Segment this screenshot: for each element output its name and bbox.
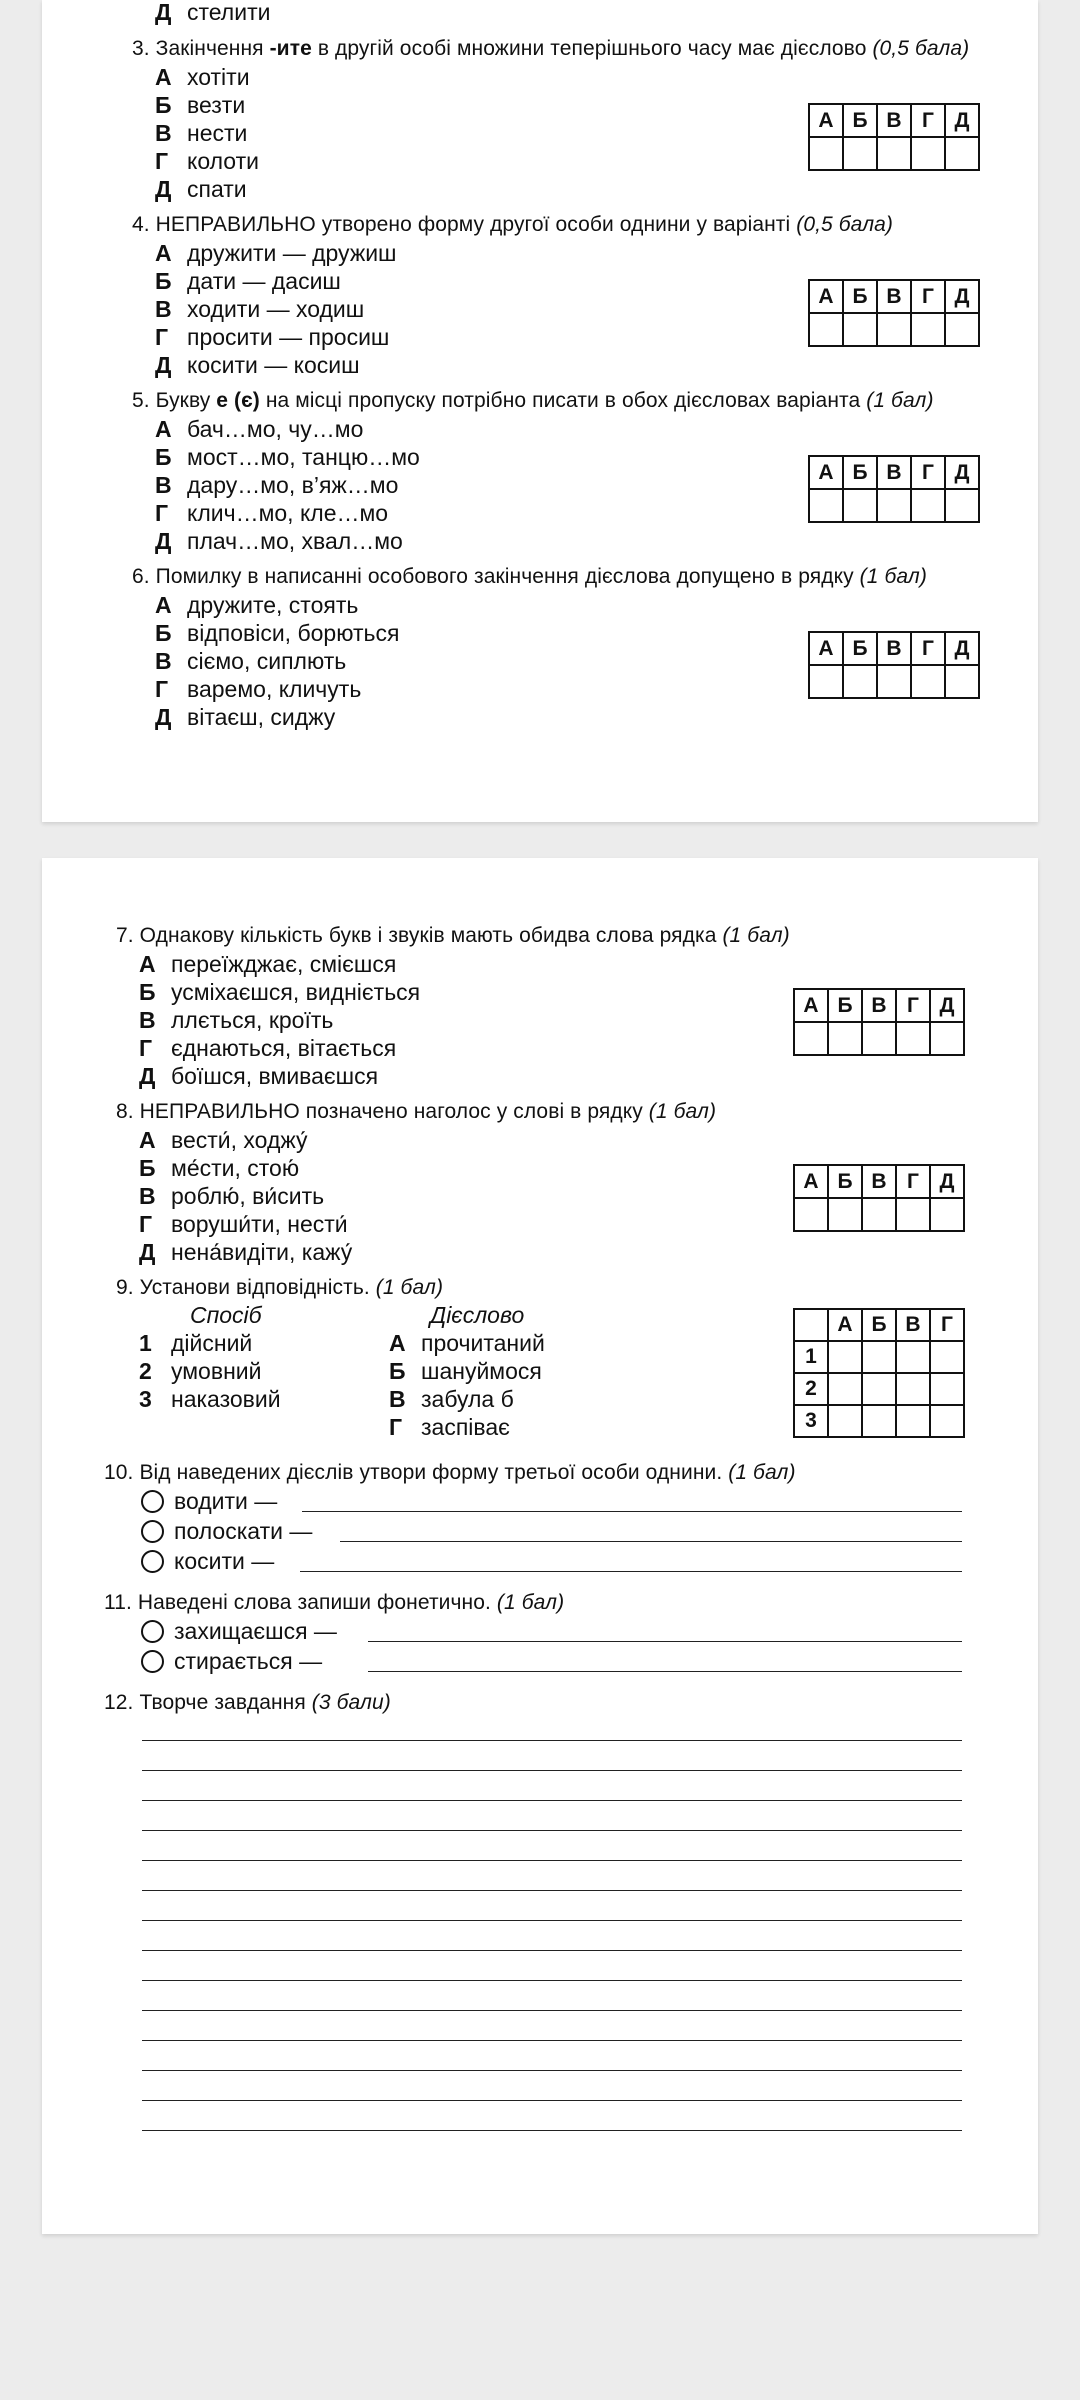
q8-option-e: Д нена́видіти, кажу́ — [139, 1239, 353, 1265]
q7-option-a: А переїжджає, смієшся — [139, 951, 397, 977]
answer-cell[interactable] — [862, 1198, 896, 1231]
answer-cell[interactable] — [911, 137, 945, 170]
q3-answer-grid: А Б В Г Д — [808, 103, 980, 171]
answer-cell[interactable] — [930, 1198, 964, 1231]
writing-line[interactable] — [142, 2040, 962, 2041]
answer-cell[interactable] — [828, 1373, 862, 1405]
circle-icon — [141, 1550, 164, 1573]
answer-cell[interactable] — [945, 137, 979, 170]
writing-line[interactable] — [142, 2070, 962, 2071]
writing-line[interactable] — [142, 1830, 962, 1831]
q4-option-b: Б дати — дасиш — [155, 268, 341, 294]
writing-line[interactable] — [142, 1860, 962, 1861]
q10-item-1: водити — — [141, 1488, 277, 1515]
answer-cell[interactable] — [911, 313, 945, 346]
question-4-heading: 4. НЕПРАВИЛЬНО утворено форму другої особи однини у варіанті (0,5 бала) — [132, 213, 894, 236]
q7-option-e: Д боїшся, вмиваєшся — [139, 1063, 379, 1089]
q8-answer-grid: А Б В Г Д — [793, 1164, 965, 1232]
answer-cell[interactable] — [828, 1341, 862, 1373]
q5-option-b: Б мост…мо, танцю…мо — [155, 444, 420, 470]
q10-item-3: косити — — [141, 1548, 274, 1575]
q7-option-c: В ллється, кроїть — [139, 1007, 334, 1033]
answer-cell[interactable] — [896, 1022, 930, 1055]
q9-column-title-verb: Дієслово — [430, 1302, 525, 1328]
circle-icon — [141, 1620, 164, 1643]
q5-answer-grid: А Б В Г Д — [808, 455, 980, 523]
answer-cell[interactable] — [794, 1022, 828, 1055]
answer-cell[interactable] — [896, 1198, 930, 1231]
q8-option-a: А вести́, ходжу́ — [139, 1127, 308, 1153]
q8-option-d: Г воруши́ти, нести́ — [139, 1211, 348, 1237]
writing-line[interactable] — [142, 1770, 962, 1771]
q9-left-item-2: 2 умовний — [139, 1358, 262, 1384]
question-6-heading: 6. Помилку в написанні особового закінчення дієслова допущено в рядку (1 бал) — [132, 565, 927, 588]
q4-option-a: А дружити — дружиш — [155, 240, 397, 266]
answer-cell[interactable] — [828, 1405, 862, 1437]
q5-option-d: Г клич…мо, кле…мо — [155, 500, 389, 526]
q6-option-b: Б відповіси, борються — [155, 620, 400, 646]
question-9-heading: 9. Установи відповідність. (1 бал) — [116, 1276, 444, 1299]
answer-cell[interactable] — [877, 665, 911, 698]
q8-option-c: В роблю́, ви́сить — [139, 1183, 325, 1209]
answer-cell[interactable] — [794, 1198, 828, 1231]
q11-answer-line-1[interactable] — [368, 1641, 962, 1642]
question-11-heading: 11. Наведені слова запиши фонетично. (1 бал) — [104, 1591, 565, 1614]
writing-line[interactable] — [142, 1740, 962, 1741]
q10-item-2: полоскати — — [141, 1518, 312, 1545]
answer-cell[interactable] — [911, 489, 945, 522]
q11-answer-line-2[interactable] — [368, 1671, 962, 1672]
answer-cell[interactable] — [828, 1198, 862, 1231]
answer-cell[interactable] — [809, 665, 843, 698]
answer-cell[interactable] — [843, 489, 877, 522]
answer-cell[interactable] — [945, 489, 979, 522]
q5-option-a: А бач…мо, чу…мо — [155, 416, 364, 442]
q7-option-b: Б усміхаєшся, видніється — [139, 979, 421, 1005]
q3-option-a: А хотіти — [155, 64, 250, 90]
q9-right-item-c: В забула б — [389, 1386, 514, 1412]
q3-option-d: Г колоти — [155, 148, 259, 174]
worksheet-page-1 — [42, 0, 1038, 822]
q6-option-a: А дружите, стоять — [155, 592, 359, 618]
q4-option-d: Г просити — просиш — [155, 324, 390, 350]
q7-answer-grid: А Б В Г Д — [793, 988, 965, 1056]
answer-cell[interactable] — [843, 665, 877, 698]
answer-cell[interactable] — [877, 137, 911, 170]
q9-right-item-d: Г заспіває — [389, 1414, 510, 1440]
writing-line[interactable] — [142, 2010, 962, 2011]
circle-icon — [141, 1520, 164, 1543]
question-7-heading: 7. Однакову кількість букв і звуків мають обидва слова рядка (1 бал) — [116, 924, 790, 947]
q10-answer-line-3[interactable] — [300, 1571, 962, 1572]
q6-option-d: Г варемо, кличуть — [155, 676, 362, 702]
q9-matching-grid: А Б В Г 1 2 3 — [793, 1308, 965, 1438]
writing-line[interactable] — [142, 1980, 962, 1981]
option-d-top: Д стелити — [155, 0, 271, 25]
answer-cell[interactable] — [877, 489, 911, 522]
answer-cell[interactable] — [843, 313, 877, 346]
writing-line[interactable] — [142, 1890, 962, 1891]
q6-answer-grid: А Б В Г Д — [808, 631, 980, 699]
answer-cell[interactable] — [930, 1341, 964, 1373]
q9-left-item-1: 1 дійсний — [139, 1330, 253, 1356]
q6-option-e: Д вітаєш, сиджу — [155, 704, 336, 730]
q10-answer-line-2[interactable] — [340, 1541, 962, 1542]
q9-column-title-mood: Спосіб — [190, 1302, 262, 1328]
q3-option-e: Д спати — [155, 176, 247, 202]
answer-cell[interactable] — [896, 1373, 930, 1405]
writing-line[interactable] — [142, 1920, 962, 1921]
answer-cell[interactable] — [862, 1405, 896, 1437]
answer-cell[interactable] — [896, 1405, 930, 1437]
q11-item-1: захищаєшся — — [141, 1618, 337, 1645]
writing-line[interactable] — [142, 2130, 962, 2131]
writing-line[interactable] — [142, 1800, 962, 1801]
worksheet-page-2 — [42, 858, 1038, 2234]
q10-answer-line-1[interactable] — [302, 1511, 962, 1512]
q4-option-c: В ходити — ходиш — [155, 296, 365, 322]
answer-cell[interactable] — [843, 137, 877, 170]
q5-option-c: В дару…мо, в’яж…мо — [155, 472, 399, 498]
circle-icon — [141, 1650, 164, 1673]
q7-option-d: Г єднаються, вітається — [139, 1035, 397, 1061]
answer-cell[interactable] — [930, 1405, 964, 1437]
answer-cell[interactable] — [862, 1373, 896, 1405]
writing-line[interactable] — [142, 1950, 962, 1951]
q9-right-item-a: А прочитаний — [389, 1330, 545, 1356]
answer-cell[interactable] — [911, 665, 945, 698]
answer-cell[interactable] — [877, 313, 911, 346]
question-8-heading: 8. НЕПРАВИЛЬНО позначено наголос у слові в рядку (1 бал) — [116, 1100, 717, 1123]
answer-cell[interactable] — [809, 313, 843, 346]
q9-right-item-b: Б шануймося — [389, 1358, 542, 1384]
question-10-heading: 10. Від наведених дієслів утвори форму третьої особи однини. (1 бал) — [104, 1461, 796, 1484]
writing-line[interactable] — [142, 2100, 962, 2101]
q8-option-b: Б ме́сти, стою́ — [139, 1155, 300, 1181]
q3-option-c: В нести — [155, 120, 248, 146]
answer-cell[interactable] — [930, 1022, 964, 1055]
q3-option-b: Б везти — [155, 92, 246, 118]
answer-cell[interactable] — [945, 313, 979, 346]
answer-cell[interactable] — [809, 489, 843, 522]
question-3-heading: 3. Закінчення -ите в другій особі множини теперішнього часу має дієслово (0,5 бала) — [132, 37, 970, 60]
answer-cell[interactable] — [862, 1341, 896, 1373]
q4-option-e: Д косити — косиш — [155, 352, 360, 378]
q9-left-item-3: 3 наказовий — [139, 1386, 281, 1412]
answer-cell[interactable] — [862, 1022, 896, 1055]
q5-option-e: Д плач…мо, хвал…мо — [155, 528, 403, 554]
answer-cell[interactable] — [828, 1022, 862, 1055]
circle-icon — [141, 1490, 164, 1513]
answer-cell[interactable] — [809, 137, 843, 170]
answer-cell[interactable] — [930, 1373, 964, 1405]
answer-cell[interactable] — [896, 1341, 930, 1373]
q11-item-2: стирається — — [141, 1648, 322, 1675]
q4-answer-grid: А Б В Г Д — [808, 279, 980, 347]
question-12-heading: 12. Творче завдання (3 бали) — [104, 1691, 391, 1714]
question-5-heading: 5. Букву е (є) на місці пропуску потрібно писати в обох дієсловах варіанта (1 бал) — [132, 389, 934, 412]
answer-cell[interactable] — [945, 665, 979, 698]
q6-option-c: В сіємо, сиплють — [155, 648, 347, 674]
